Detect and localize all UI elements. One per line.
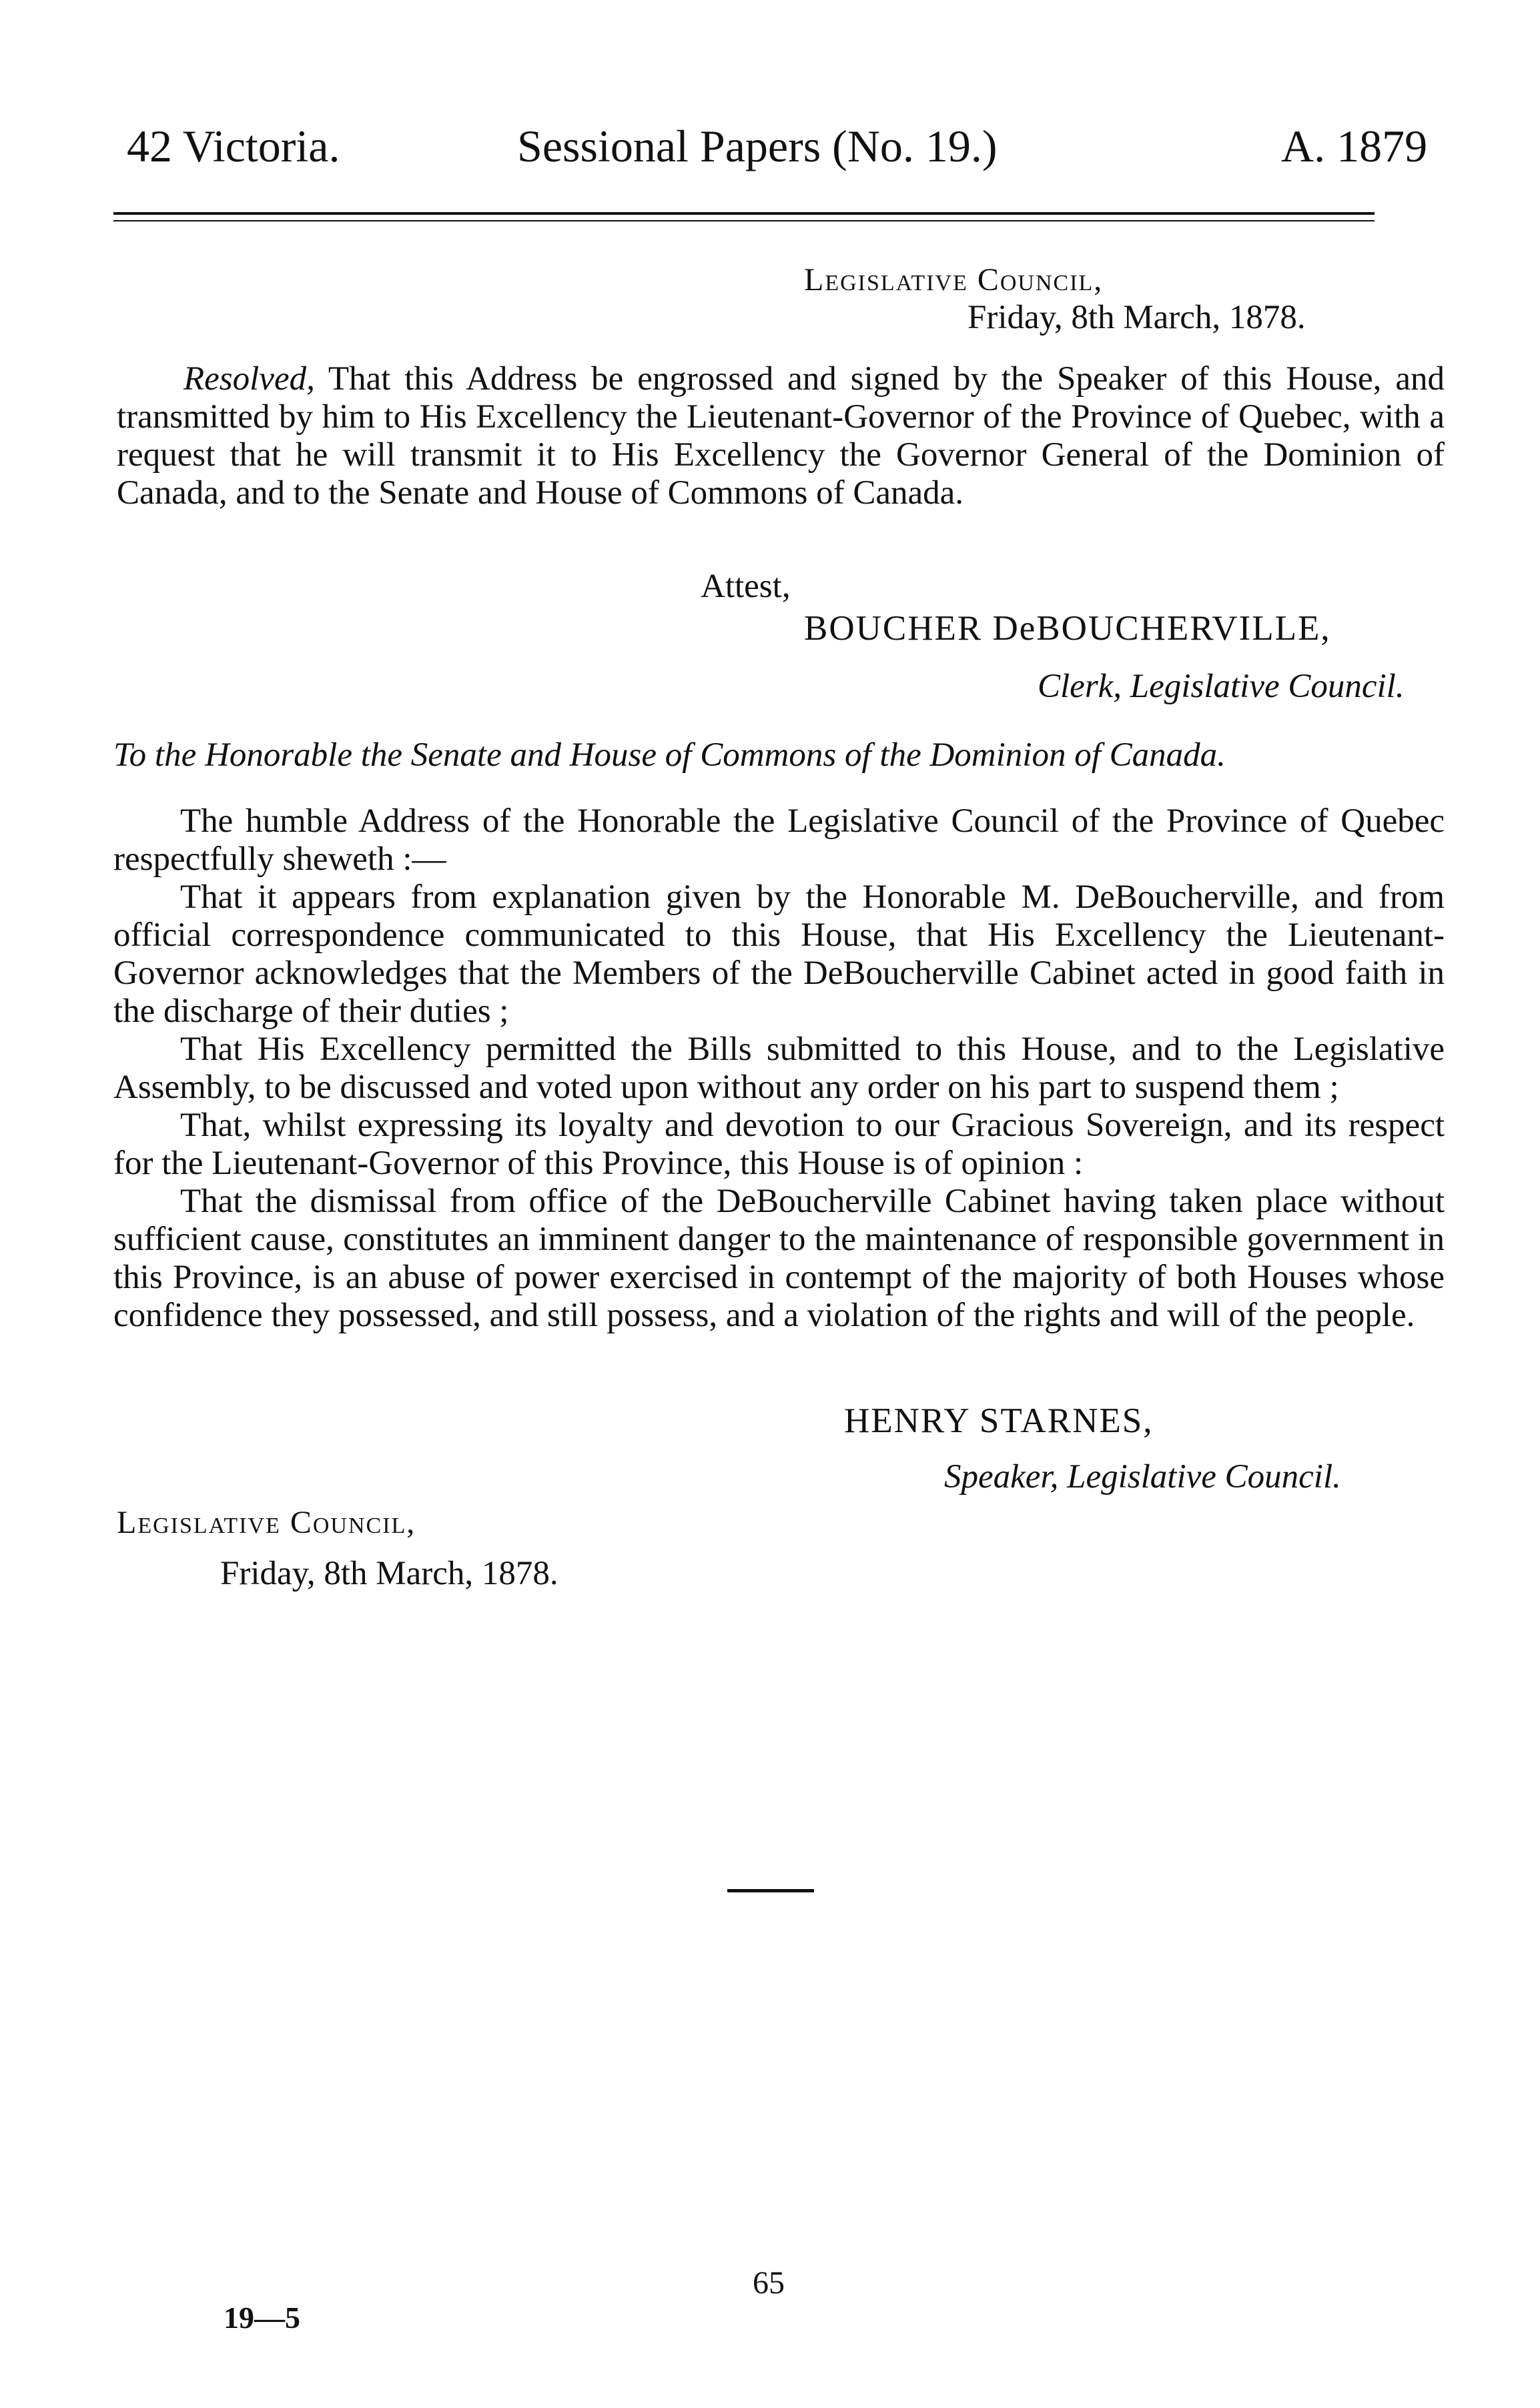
speaker-name: HENRY STARNES, [844,1401,1154,1440]
top-dateline-date: Friday, 8th March, 1878. [968,299,1306,336]
clerk-name: BOUCHER DeBOUCHERVILLE, [804,609,1331,648]
paragraph-good-faith: That it appears from explanation given by the Honorable M. DeBoucherville, and from official correspondence communicated to this House, that His Excellency the Lieutenant-Governor acknowledges that the Members of the DeBoucherville Cabinet acted in good faith in the discharge of their duties ; [113,878,1445,1030]
paragraph-loyalty: That, whilst expressing its loyalty and devotion to our Gracious Sovereign, and its respect for the Lieutenant-Governor of this Province, this House is of opinion : [113,1107,1445,1182]
resolution-text: That this Address be engrossed and signed by the Speaker of this House, and transmitted by him to His Excellency the Lieutenant-Governor of the Province of Quebec, with a request that he will transmit it to His Excellency the Governor General of the Dominion of Canada, and to the Senate and House of Commons of Canada. [117,360,1445,512]
page-number: 65 [753,2265,785,2301]
address-to: To the Honorable the Senate and House of Commons of the Dominion of Canada. [113,736,1226,774]
speaker-title: Speaker, Legislative Council. [944,1458,1341,1495]
closing-rule [727,1889,814,1892]
paragraph-dismissal: That the dismissal from office of the DeBoucherville Cabinet having taken place without sufficient cause, constitutes an imminent danger to the maintenance of responsible government in this Province, is an abuse of power exercised in contempt of the majority of both Houses whose confidence they possessed, and still possess, and a violation of the rights and will of the people. [113,1183,1445,1334]
header-rule-thick [113,212,1375,215]
signature-mark: 19—5 [224,2301,300,2335]
top-dateline-council: Legislative Council, [804,262,1104,297]
paragraph-preamble: The humble Address of the Honorable the Legislative Council of the Province of Quebec respectfully sheweth :— [113,802,1445,878]
paragraph-bills: That His Excellency permitted the Bills submitted to this House, and to the Legislative Assembly, to be discussed and voted upon without any order on his part to suspend them ; [113,1031,1445,1106]
header-rule-thin [113,220,1375,221]
bottom-dateline-council: Legislative Council, [117,1505,416,1540]
address-body [113,802,1445,1335]
resolution [117,360,1445,512]
bottom-dateline-date: Friday, 8th March, 1878. [220,1555,558,1592]
header-volume: 42 Victoria. [127,121,340,171]
attest-label: Attest, [701,568,791,605]
header-year: A. 1879 [1281,121,1428,171]
header-title: Sessional Papers (No. 19.) [517,121,998,171]
clerk-title: Clerk, Legislative Council. [1038,668,1405,705]
resolution-lead: Resolved, [183,360,315,398]
